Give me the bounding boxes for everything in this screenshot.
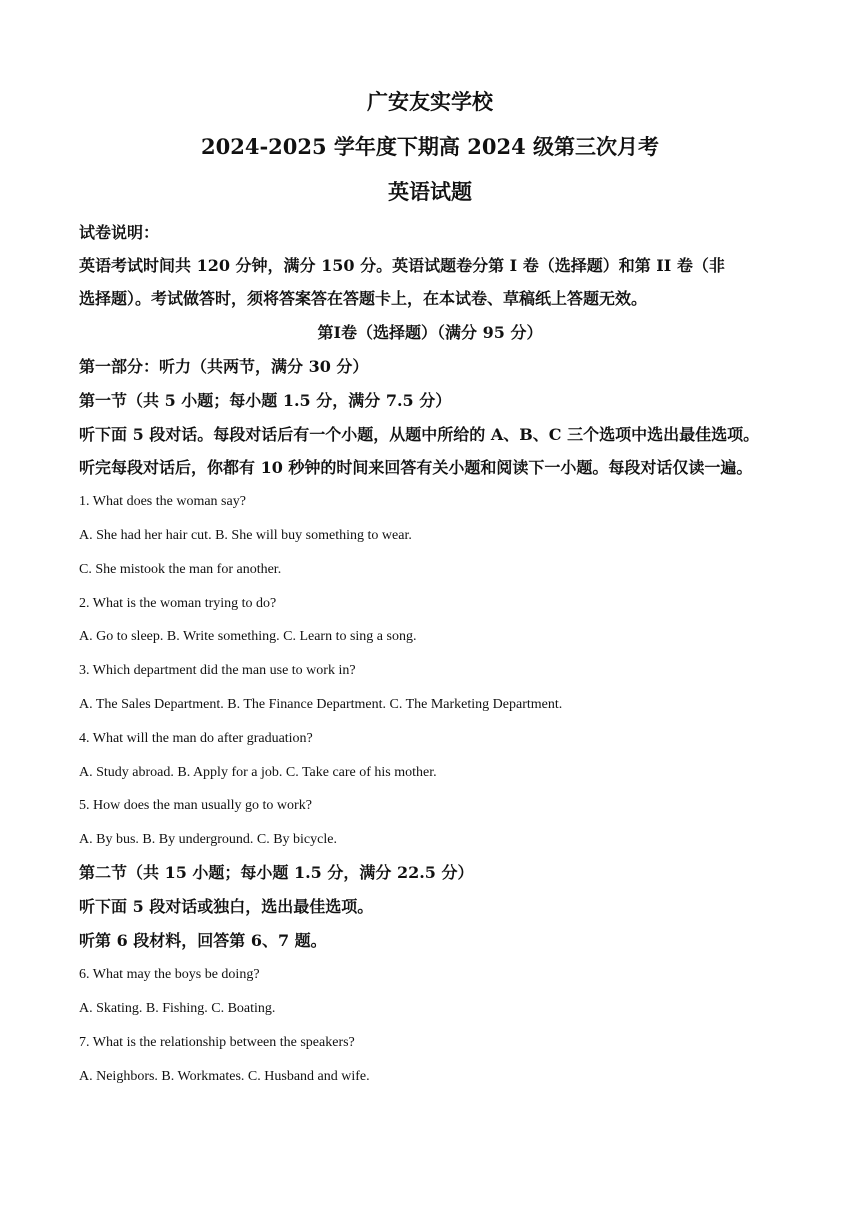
question-1-options-b: C. She mistook the man for another. (79, 562, 282, 577)
section-2-title: 第二节（共 15 小题；每小题 1.5 分，满分 22.5 分） (79, 863, 474, 882)
section-2-directions: 听下面 5 段对话或独白，选出最佳选项。 (79, 897, 374, 916)
question-5: 5. How does the man usually go to work? (79, 798, 312, 813)
question-7-options: A. Neighbors. B. Workmates. C. Husband and wife. (79, 1069, 370, 1084)
question-4-options: A. Study abroad. B. Apply for a job. C. Take care of his mother. (79, 765, 437, 780)
question-2-options: A. Go to sleep. B. Write something. C. Learn to sing a song. (79, 629, 417, 644)
material-6-heading: 听第 6 段材料，回答第 6、7 题。 (79, 931, 327, 950)
question-3-options: A. The Sales Department. B. The Finance Department. C. The Marketing Department. (79, 697, 563, 712)
question-3: 3. Which department did the man use to work in? (79, 663, 356, 678)
subject-title: 英语试题 (388, 179, 472, 204)
question-5-options: A. By bus. B. By underground. C. By bicycle. (79, 832, 337, 847)
question-1: 1. What does the woman say? (79, 494, 246, 509)
school-name: 广安友实学校 (367, 89, 493, 114)
question-6-options: A. Skating. B. Fishing. C. Boating. (79, 1001, 276, 1016)
instructions-line-1: 英语考试时间共 120 分钟，满分 150 分。英语试题卷分第 Ⅰ 卷（选择题）和第 ⅠⅠ 卷（非 (79, 256, 725, 275)
exam-title: 2024-2025 学年度下期高 2024 级第三次月考 (201, 134, 659, 159)
instructions-label: 试卷说明： (79, 223, 160, 242)
part-1-title: 第一部分：听力（共两节，满分 30 分） (79, 357, 369, 376)
question-4: 4. What will the man do after graduation? (79, 731, 313, 746)
volume-1-title: 第Ⅰ卷（选择题）（满分 95 分） (317, 323, 543, 342)
instructions-line-2: 选择题）。考试做答时，须将答案答在答题卡上，在本试卷、草稿纸上答题无效。 (79, 289, 648, 308)
section-1-directions-2: 听完每段对话后，你都有 10 秒钟的时间来回答有关小题和阅读下一小题。每段对话仅读一遍。 (79, 458, 753, 477)
section-1-directions-1: 听下面 5 段对话。每段对话后有一个小题，从题中所给的 A、B、C 三个选项中选出最佳选项。 (79, 425, 760, 444)
question-2: 2. What is the woman trying to do? (79, 596, 277, 611)
question-6: 6. What may the boys be doing? (79, 967, 260, 982)
section-1-title: 第一节（共 5 小题；每小题 1.5 分，满分 7.5 分） (79, 391, 452, 410)
question-7: 7. What is the relationship between the speakers? (79, 1035, 355, 1050)
question-1-options-a: A. She had her hair cut. B. She will buy something to wear. (79, 528, 412, 543)
